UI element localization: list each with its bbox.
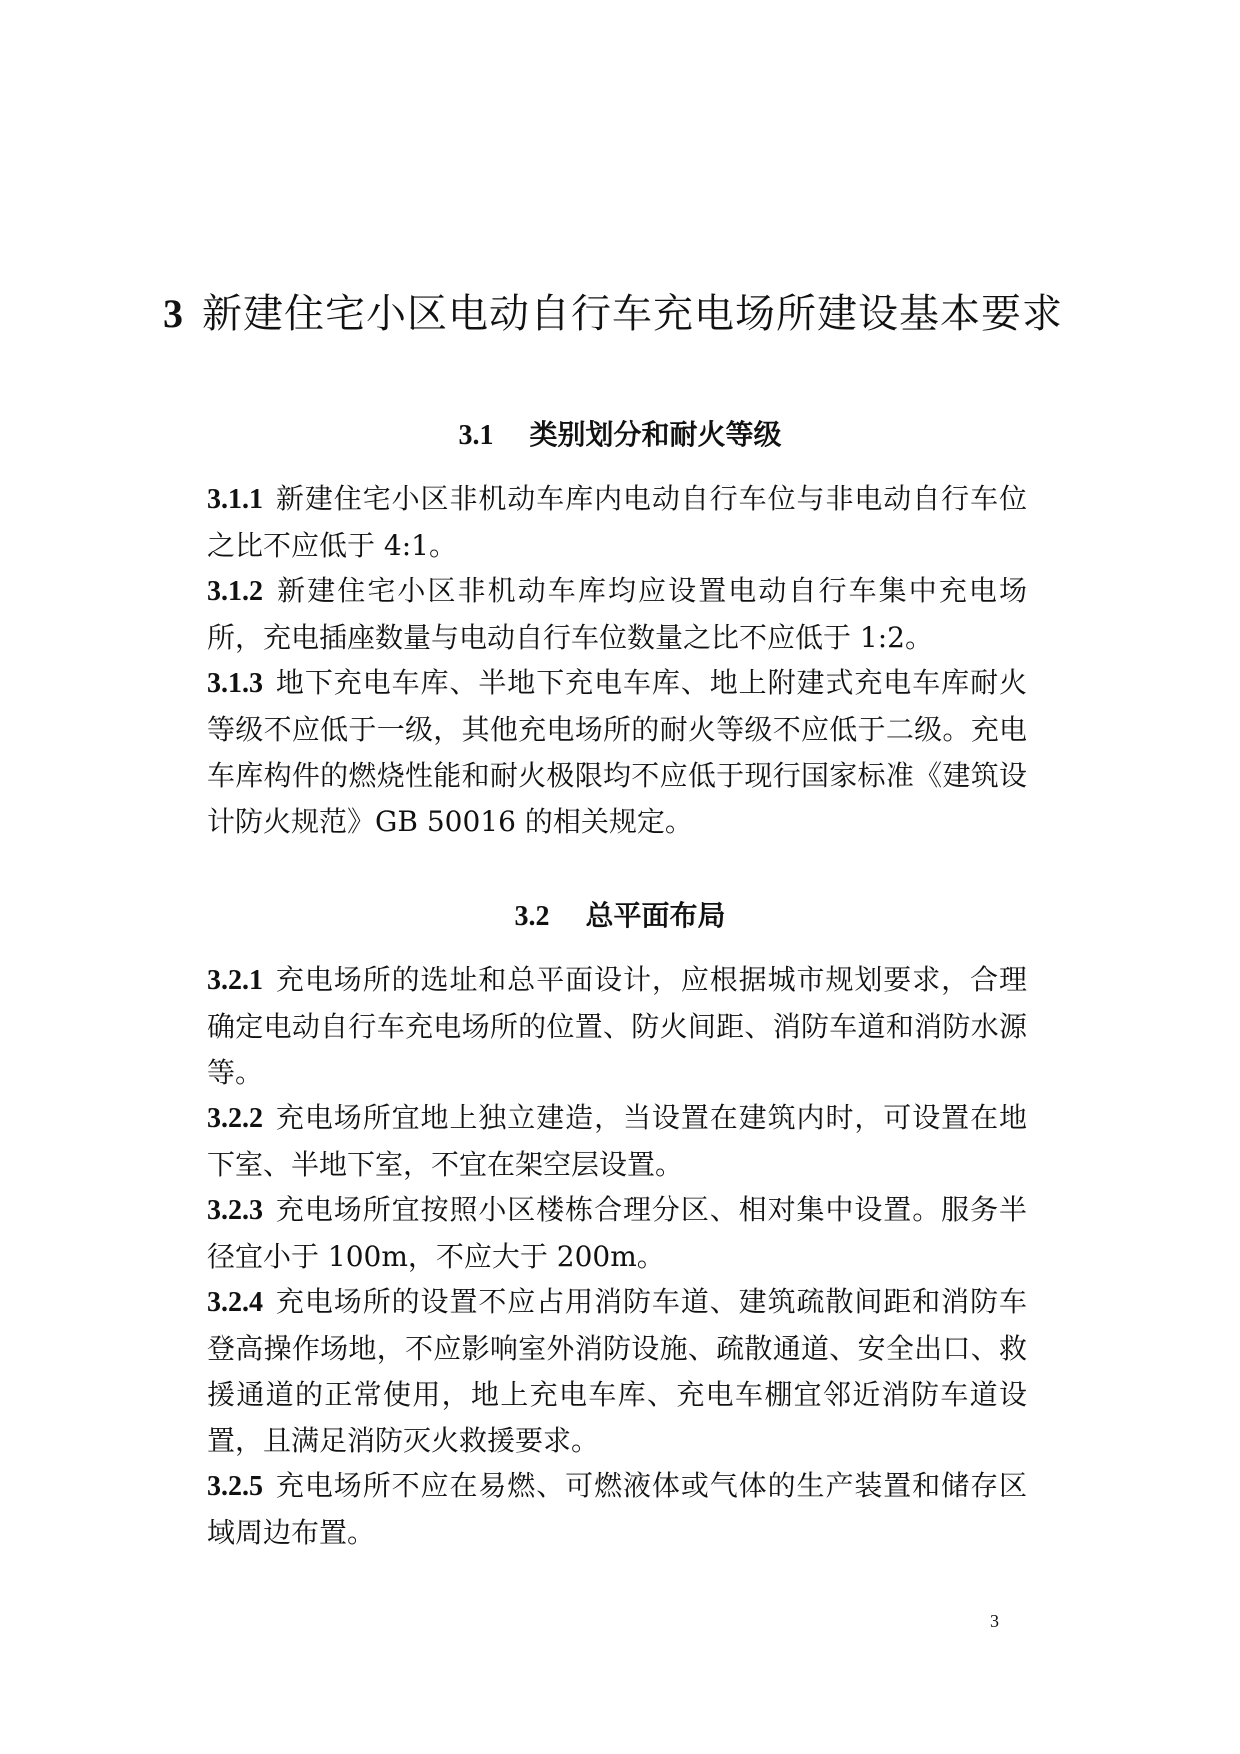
clause-text: 充电场所的设置不应占用消防车道、建筑疏散间距和消防车登高操作场地，不应影响室外消防设施、疏散通道、安全出口、救援通道的正常使用，地上充电车库、充电车棚宜邻近消防车道设置，且满足消防灭火救援要求。 bbox=[207, 1285, 1027, 1457]
chapter-title bbox=[163, 282, 1063, 339]
clause-number: 3.1.1 bbox=[207, 484, 263, 515]
clause-3-2-1 bbox=[207, 957, 1027, 1096]
clause-number: 3.2.4 bbox=[207, 1287, 263, 1318]
clause-number: 3.2.1 bbox=[207, 965, 263, 996]
clause-3-2-2 bbox=[207, 1095, 1027, 1188]
clause-text: 充电场所宜按照小区楼栋合理分区、相对集中设置。服务半径宜小于 100m，不应大于 200m。 bbox=[207, 1193, 1027, 1273]
clause-3-2-4 bbox=[207, 1279, 1027, 1464]
clause-number: 3.2.2 bbox=[207, 1103, 263, 1134]
clause-3-1-1 bbox=[207, 476, 1027, 569]
section-number: 3.2 bbox=[514, 901, 550, 932]
clause-number: 3.2.5 bbox=[207, 1471, 263, 1502]
section-title-3-2 bbox=[0, 894, 1240, 934]
clause-number: 3.2.3 bbox=[207, 1195, 263, 1226]
clause-text: 充电场所的选址和总平面设计，应根据城市规划要求，合理确定电动自行车充电场所的位置、防火间距、消防车道和消防水源等。 bbox=[207, 963, 1027, 1089]
clause-number: 3.1.3 bbox=[207, 668, 263, 699]
section-title-text: 类别划分和耐火等级 bbox=[529, 418, 782, 451]
chapter-number: 3 bbox=[163, 291, 184, 336]
clause-text: 新建住宅小区非机动车库内电动自行车位与非电动自行车位之比不应低于 4:1。 bbox=[207, 482, 1027, 562]
clause-text: 充电场所宜地上独立建造，当设置在建筑内时，可设置在地下室、半地下室，不宜在架空层设置。 bbox=[207, 1101, 1027, 1181]
clause-3-2-5 bbox=[207, 1463, 1027, 1556]
chapter-title-text: 新建住宅小区电动自行车充电场所建设基本要求 bbox=[202, 291, 1063, 337]
clause-text: 充电场所不应在易燃、可燃液体或气体的生产装置和储存区域周边布置。 bbox=[207, 1469, 1027, 1549]
section-number: 3.1 bbox=[458, 420, 494, 451]
clause-3-1-3 bbox=[207, 660, 1027, 845]
page-number: 3 bbox=[990, 1611, 999, 1631]
clause-text: 新建住宅小区非机动车库均应设置电动自行车集中充电场所，充电插座数量与电动自行车位数量之比不应低于 1:2。 bbox=[207, 574, 1027, 654]
section-title-3-1 bbox=[0, 413, 1240, 453]
clause-number: 3.1.2 bbox=[207, 576, 263, 607]
section-title-text: 总平面布局 bbox=[585, 899, 726, 932]
clause-3-2-3 bbox=[207, 1187, 1027, 1280]
clause-text: 地下充电车库、半地下充电车库、地上附建式充电车库耐火等级不应低于一级，其他充电场所的耐火等级不应低于二级。充电车库构件的燃烧性能和耐火极限均不应低于现行国家标准《建筑设计防火规范》GB 50016 的相关规定。 bbox=[207, 666, 1027, 838]
clause-3-1-2 bbox=[207, 568, 1027, 661]
